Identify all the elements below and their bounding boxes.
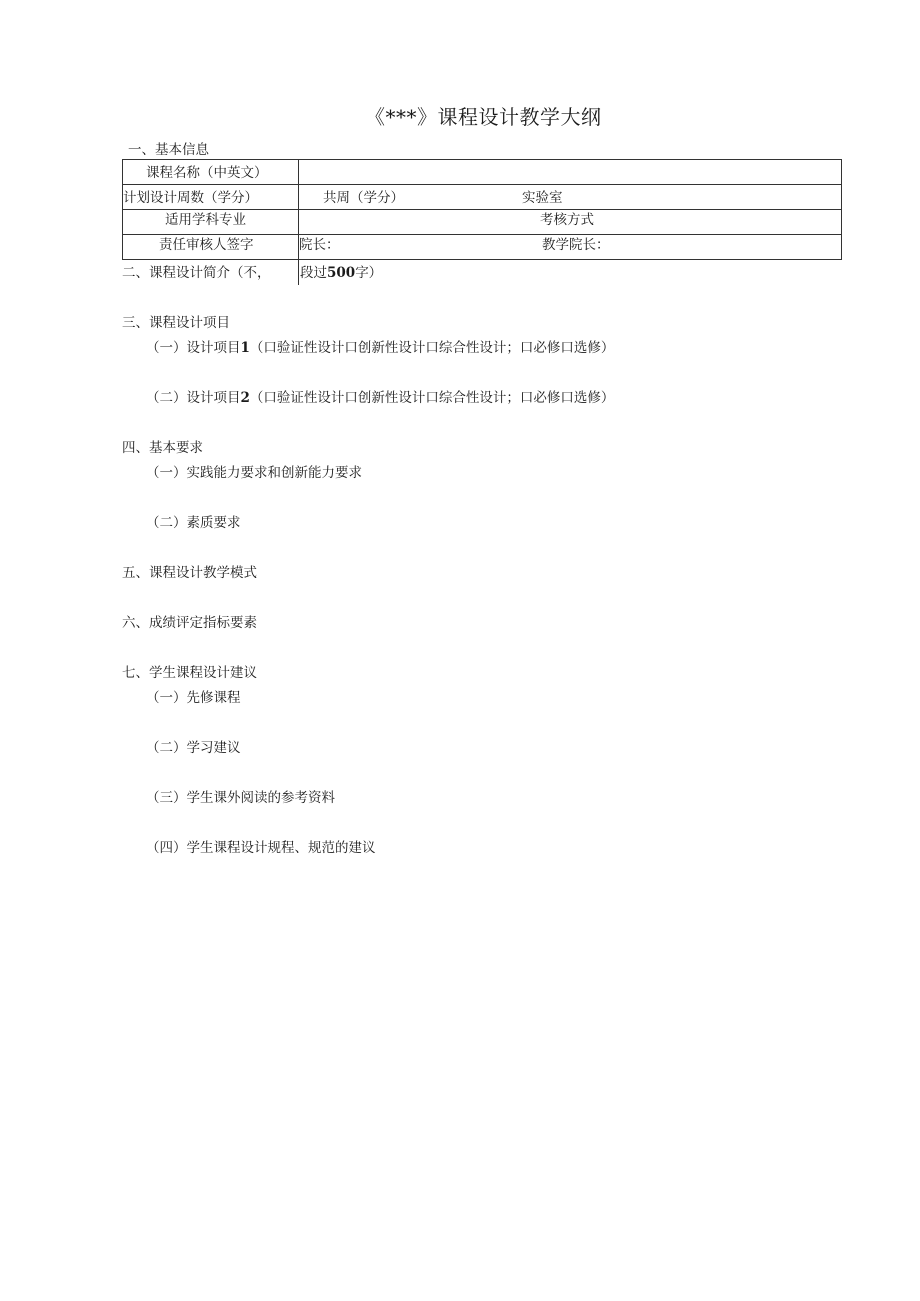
section-teaching-mode: 五、课程设计教学模式 — [122, 565, 257, 581]
dean-label: 院长： — [299, 237, 340, 253]
project-2-options: （口验证性设计口创新性设计口综合性设计；口必修口选修） — [249, 390, 615, 406]
intro-suffix: 段过 — [300, 265, 327, 281]
lab-label: 实验室 — [522, 190, 563, 206]
section-grading: 六、成绩评定指标要素 — [122, 615, 257, 631]
total-weeks-value: 共周（学分） — [323, 190, 404, 206]
section-intro — [122, 264, 271, 282]
intro-word-count: 500 — [327, 265, 356, 281]
section-requirements: 四、基本要求 — [122, 440, 203, 456]
project-1-options: （口验证性设计口创新性设计口综合性设计；口必修口选修） — [249, 340, 615, 356]
table-row-divider — [122, 209, 842, 210]
section-intro-limit — [300, 264, 382, 282]
requirement-quality: （二）素质要求 — [146, 515, 241, 531]
suggestion-reading: （三）学生课外阅读的参考资料 — [146, 790, 335, 806]
teaching-dean-label: 教学院长： — [542, 237, 610, 253]
intro-end: 字） — [355, 265, 383, 281]
exam-method-label: 考核方式 — [540, 212, 594, 228]
section-suggestions: 七、学生课程设计建议 — [122, 665, 257, 681]
document-title: 《***》课程设计教学大纲 — [365, 105, 602, 129]
reviewer-signature-label: 责任审核人签字 — [159, 237, 254, 253]
design-weeks-label: 计划设计周数（学分） — [123, 190, 258, 206]
project-1-label: （一）设计项目 — [146, 340, 241, 356]
requirement-practice: （一）实践能力要求和创新能力要求 — [146, 465, 362, 481]
project-2 — [146, 389, 614, 407]
section-projects: 三、课程设计项目 — [122, 315, 230, 331]
suggestion-regulations: （四）学生课程设计规程、规范的建议 — [146, 840, 376, 856]
table-col-divider — [298, 159, 299, 285]
table-row-divider — [122, 184, 842, 185]
course-name-label: 课程名称（中英文） — [146, 165, 268, 181]
suggestion-prerequisites: （一）先修课程 — [146, 690, 241, 706]
project-1-number: 1 — [240, 340, 250, 356]
suggestion-study: （二）学习建议 — [146, 740, 241, 756]
table-row-divider — [122, 234, 842, 235]
project-1 — [146, 339, 614, 357]
section-basic-info: 一、基本信息 — [128, 142, 209, 158]
intro-prefix: 二、课程设计简介（不， — [122, 265, 271, 281]
discipline-label: 适用学科专业 — [165, 212, 246, 228]
project-2-number: 2 — [240, 390, 250, 406]
project-2-label: （二）设计项目 — [146, 390, 241, 406]
